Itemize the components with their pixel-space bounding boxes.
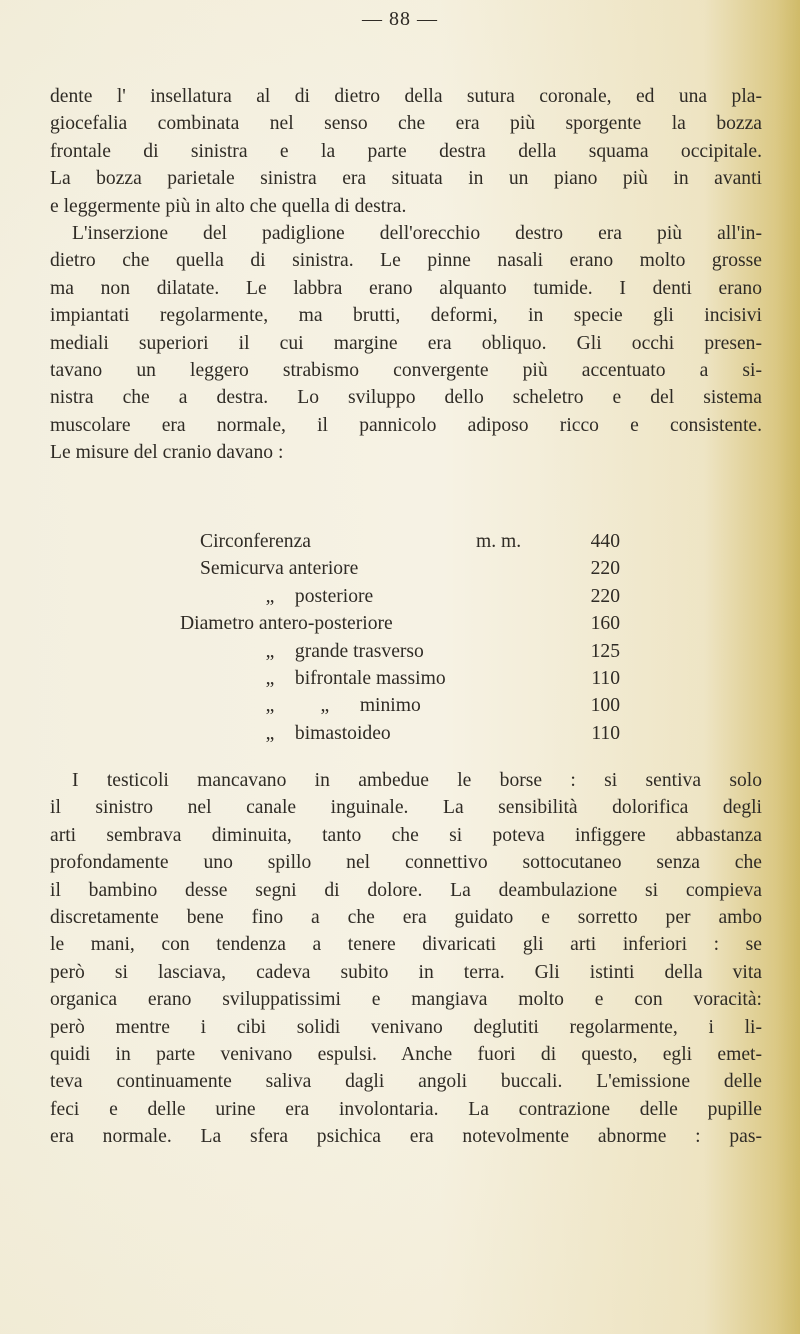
- text-line: dente l' insellatura al di dietro della sutura coronale, ed una pla-: [50, 86, 762, 107]
- measure-value: 110: [591, 667, 620, 689]
- text-line: nistra che a destra. Lo sviluppo dello scheletro e del sistema: [50, 387, 762, 409]
- ditto-mark: „: [265, 667, 275, 689]
- page-number: — 88 —: [362, 8, 438, 30]
- text-line: frontale di sinistra e la parte destra della squama occipitale.: [50, 140, 762, 162]
- text-line: impiantati regolarmente, ma brutti, deformi, in specie gli incisivi: [50, 305, 762, 327]
- text-line: organica erano sviluppatissimi e mangiava molto e con voracità:: [50, 989, 762, 1011]
- text-line: però si lasciava, cadeva subito in terra. Gli istinti della vita: [50, 961, 762, 983]
- text-line: arti sembrava diminuita, tanto che si poteva infiggere abbastanza: [50, 824, 762, 846]
- table-row: [200, 638, 620, 665]
- ditto-mark: „: [265, 640, 275, 662]
- text-line: muscolare era normale, il pannicolo adiposo ricco e consistente.: [50, 414, 762, 436]
- ditto-mark: „: [265, 695, 275, 717]
- measure-label-text: posteriore: [294, 585, 374, 607]
- measure-label: [250, 720, 391, 747]
- text-line: e leggermente più in alto che quella di destra.: [50, 195, 407, 217]
- ditto-mark: „: [320, 695, 330, 717]
- measure-label: [250, 665, 446, 692]
- measure-label: Circonferenza: [200, 531, 311, 552]
- measure-label: Semicurva anteriore: [200, 558, 359, 580]
- table-row: [200, 555, 620, 582]
- text-line: L'inserzione del padiglione dell'orecchio destro era più all'in-: [72, 223, 762, 244]
- text-line: La bozza parietale sinistra era situata in un piano più in avanti: [50, 168, 762, 190]
- paragraph-2: [50, 220, 762, 467]
- table-row: [180, 610, 620, 637]
- measure-label-text: bifrontale massimo: [294, 667, 446, 689]
- measure-value: 220: [590, 558, 620, 580]
- text-line: il sinistro nel canale inguinale. La sensibilità dolorifica degli: [50, 797, 762, 819]
- text-line: discretamente bene fino a che era guidato e sorretto per ambo: [50, 907, 762, 929]
- measure-label: [250, 583, 373, 610]
- measure-value: 125: [590, 640, 620, 662]
- text-line: ma non dilatate. Le labbra erano alquanto tumide. I denti erano: [50, 277, 762, 299]
- measure-label: [250, 692, 421, 719]
- measure-value: 110: [591, 722, 620, 744]
- text-line: era normale. La sfera psichica era notevolmente abnorme : pas-: [50, 1126, 762, 1148]
- measure-label: [250, 638, 424, 665]
- text-line: il bambino desse segni di dolore. La deambulazione si compieva: [50, 879, 762, 901]
- text-line: profondamente uno spillo nel connettivo sottocutaneo senza che: [50, 852, 762, 874]
- text-line: tavano un leggero strabismo convergente più accentuato a si-: [50, 360, 762, 382]
- paragraph-1: [50, 83, 762, 220]
- text-line: feci e delle urine era involontaria. La contrazione delle pupille: [50, 1098, 762, 1120]
- text-line: mediali superiori il cui margine era obliquo. Gli occhi presen-: [50, 332, 762, 354]
- text-line: teva continuamente saliva dagli angoli buccali. L'emissione delle: [50, 1071, 762, 1093]
- measure-value: 100: [590, 695, 620, 717]
- measure-value: 220: [590, 585, 620, 607]
- text-line: dietro che quella di sinistra. Le pinne nasali erano molto grosse: [50, 250, 762, 272]
- ditto-mark: „: [265, 585, 275, 607]
- table-row: [200, 720, 620, 747]
- skull-measures-table: [180, 528, 620, 747]
- paragraph-3: [50, 767, 762, 1151]
- measure-value: 160: [590, 613, 620, 635]
- table-row: [200, 528, 620, 555]
- ditto-mark: „: [265, 722, 275, 744]
- text-line: Le misure del cranio davano :: [50, 442, 284, 464]
- table-row: [200, 692, 620, 719]
- text-line: I testicoli mancavano in ambedue le borse : si sentiva solo: [72, 770, 762, 791]
- measure-unit: m. m.: [476, 531, 522, 552]
- measure-label: Diametro antero-posteriore: [180, 613, 393, 635]
- table-row: [200, 665, 620, 692]
- measure-value: 440: [590, 531, 620, 552]
- text-line: le mani, con tendenza a tenere divaricati gli arti inferiori : se: [50, 934, 762, 956]
- text-line: però mentre i cibi solidi venivano deglutiti regolarmente, i li-: [50, 1016, 762, 1038]
- measure-label-text: minimo: [359, 695, 421, 717]
- text-line: giocefalia combinata nel senso che era più sporgente la bozza: [50, 113, 762, 135]
- table-row: [200, 583, 620, 610]
- measure-label-text: bimastoideo: [294, 722, 391, 744]
- measure-label-text: grande trasverso: [294, 640, 424, 662]
- text-line: quidi in parte venivano espulsi. Anche fuori di questo, egli emet-: [50, 1044, 762, 1066]
